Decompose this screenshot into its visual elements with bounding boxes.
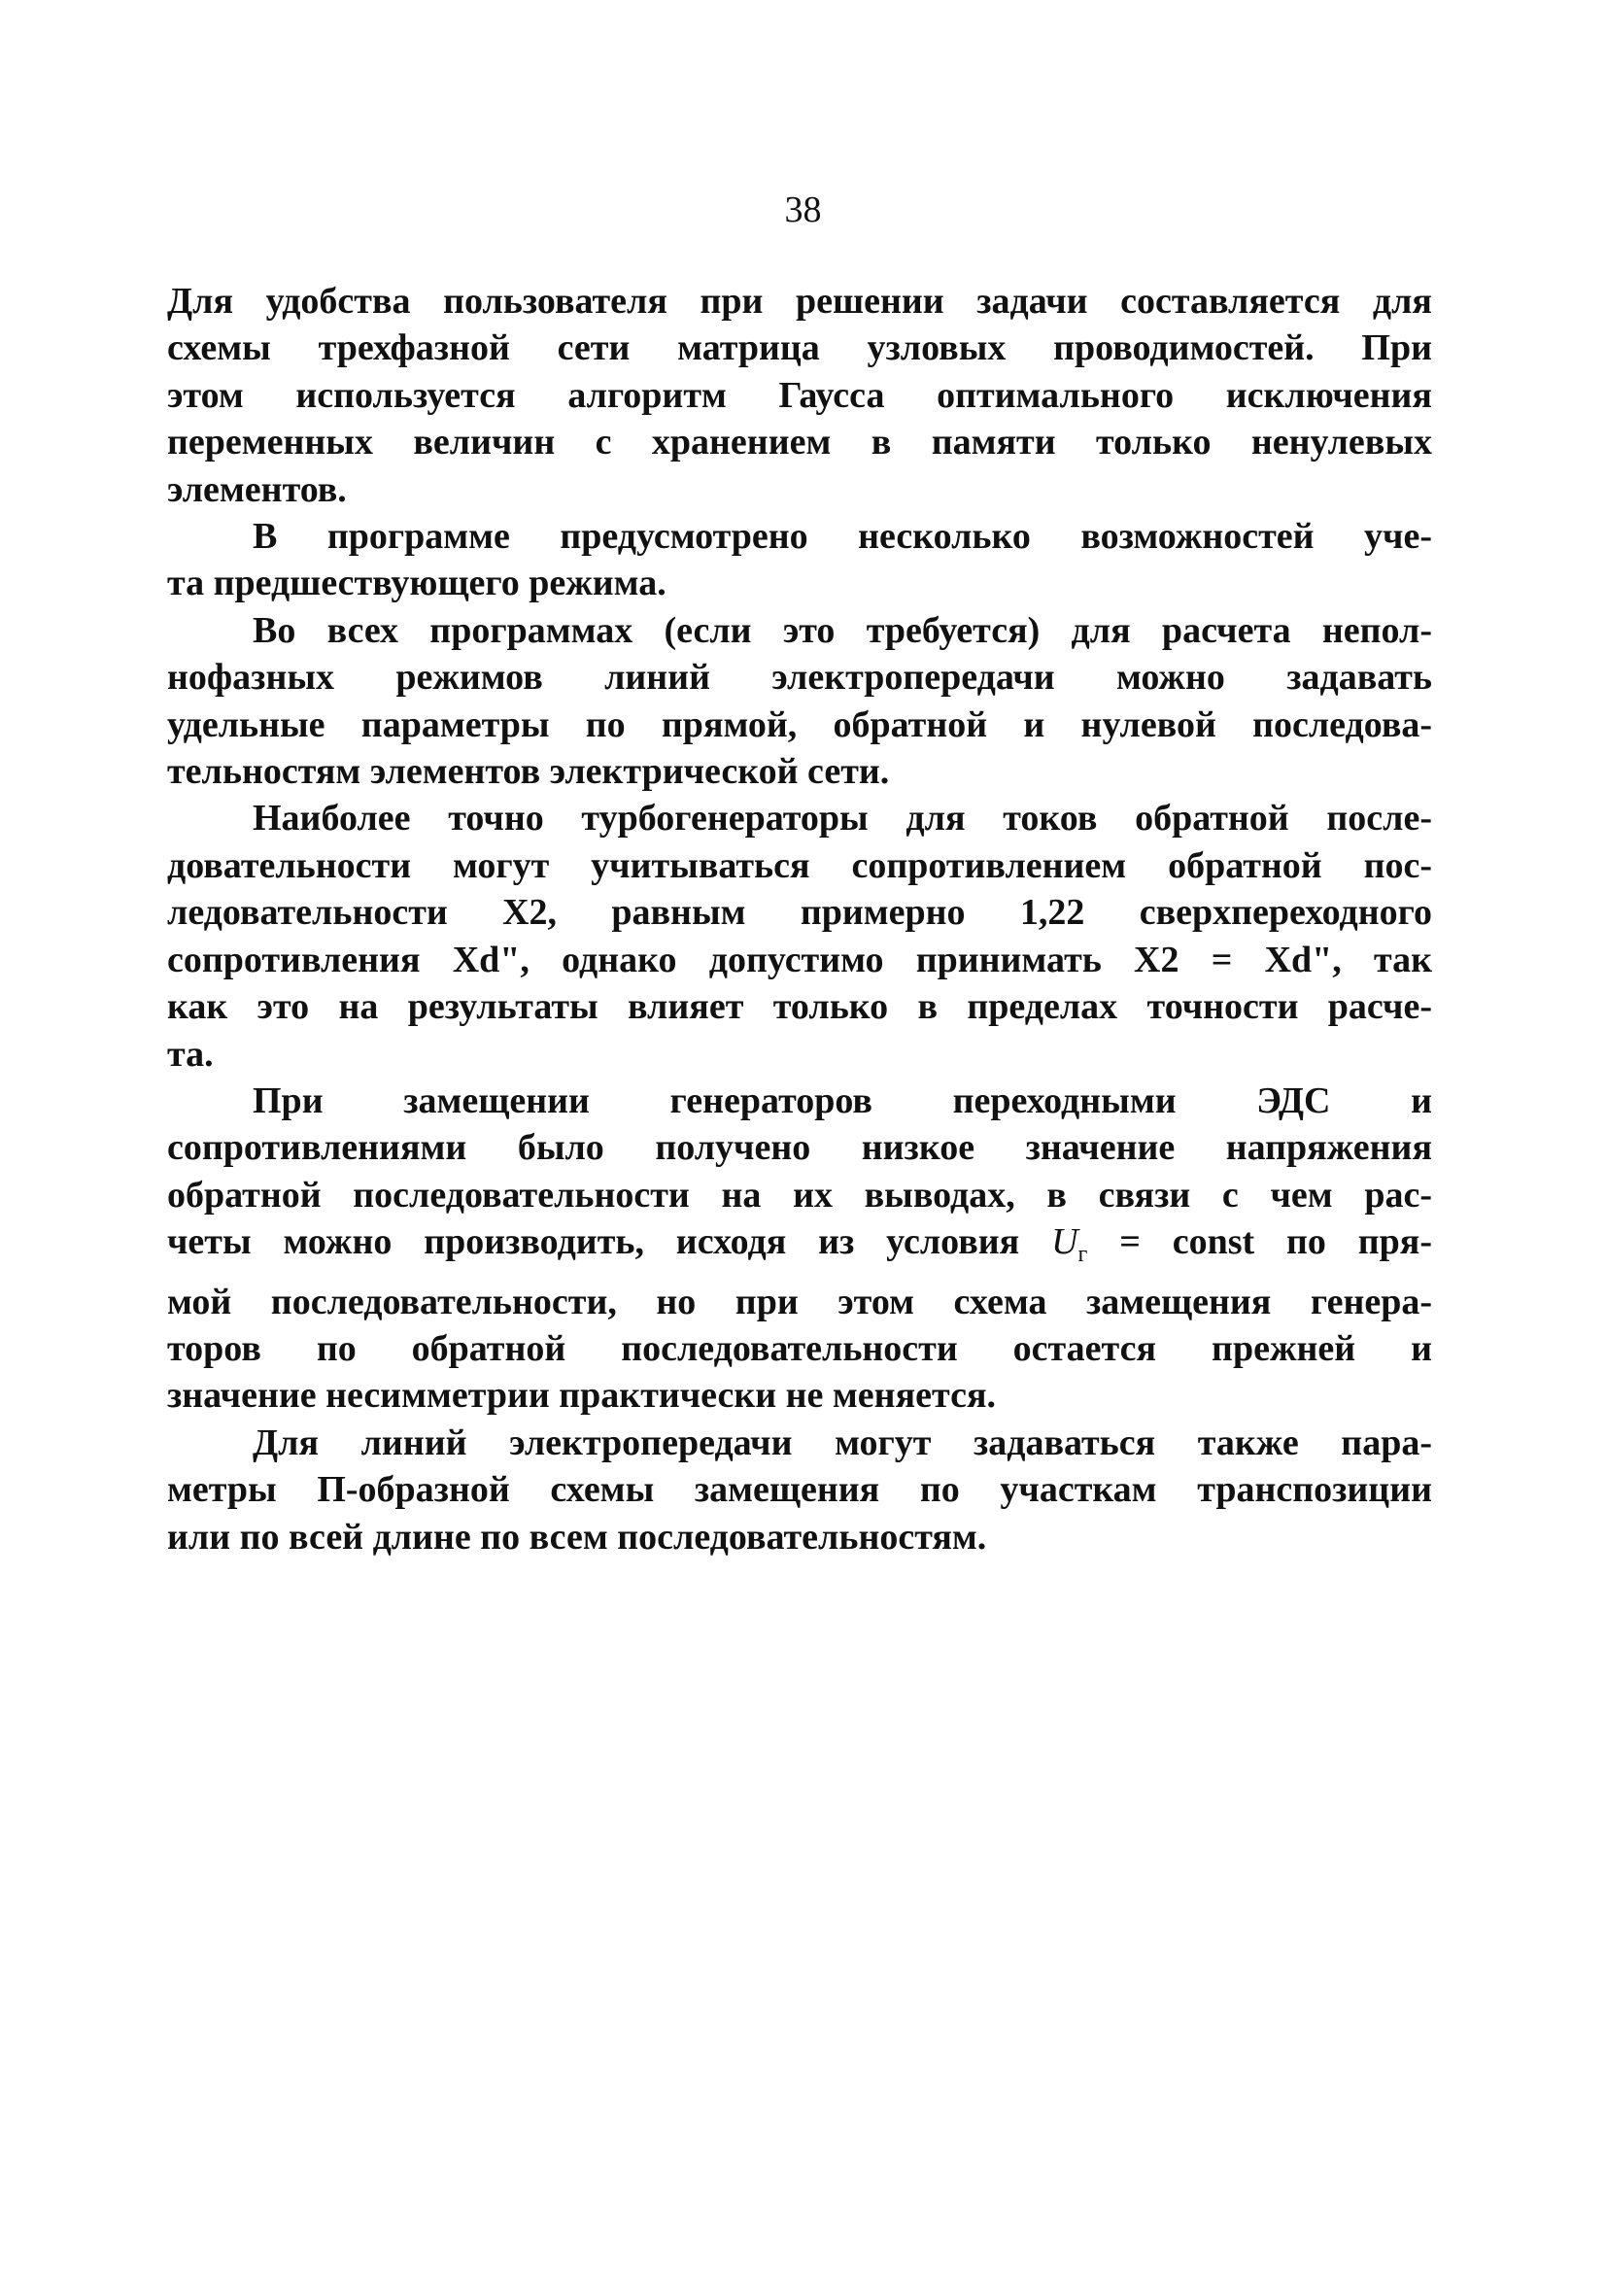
paragraph-4 [167,795,1432,1077]
text-line: как это на результаты влияет только в пределах точности расче- [167,986,1432,1028]
voltage-subscript: г [1077,1242,1088,1268]
paragraph-6 [167,1420,1432,1560]
text-line: довательности могут учитываться сопротивлением обратной пос- [167,844,1432,886]
text-line: Для удобства пользователя при решении задачи составляется для [167,281,1432,322]
text-line: удельные параметры по прямой, обратной и нулевой последова- [167,703,1432,745]
text-fragment: четы можно производить, исходя из условия [167,1221,1052,1263]
text-line: переменных величин с хранением в памяти только ненулевых [167,422,1432,463]
paragraph-2 [167,513,1432,607]
text-line: сопротивления Xd", однако допустимо принимать X2 = Xd", так [167,939,1432,980]
text-line: метры П-образной схемы замещения по участкам транспозиции [167,1469,1432,1511]
paragraph-5 [167,1078,1432,1420]
text-line: значение несимметрии практически не меняется. [167,1375,997,1417]
text-line: тельностям элементов электрической сети. [167,751,890,793]
text-line: этом используется алгоритм Гаусса оптимального исключения [167,374,1432,416]
text-line: торов по обратной последовательности остается прежней и [167,1327,1432,1369]
paragraph-3 [167,607,1432,796]
text-line: или по всей длине по всем последовательностям. [167,1516,987,1558]
text-line [167,1218,1432,1278]
text-line: мой последовательности, но при этом схема замещения генера- [167,1281,1432,1322]
text-line: Во всех программах (если это требуется) для расчета непол- [253,609,1432,651]
page-number: 38 [784,189,822,230]
text-fragment: = const по пря- [1087,1221,1433,1263]
voltage-variable: U [1051,1221,1078,1263]
text-line: сопротивлениями было получено низкое значение напряжения [167,1127,1432,1169]
body-text [167,278,1432,1560]
text-line: та. [167,1033,214,1075]
text-line: При замещении генераторов переходными ЭДС и [253,1079,1432,1121]
text-line: та предшествующего режима. [167,563,666,604]
text-line: В программе предусмотрено несколько возможностей уче- [253,516,1432,558]
text-line: схемы трехфазной сети матрица узловых проводимостей. При [167,327,1432,369]
text-line: Наиболее точно турбогенераторы для токов обратной после- [253,798,1432,840]
text-line: обратной последовательности на их выводах, в связи с чем рас- [167,1174,1432,1216]
text-line: Для линий электропередачи могут задаваться также пара- [253,1422,1432,1463]
paragraph-1 [167,278,1432,513]
text-line: ледовательности X2, равным примерно 1,22 сверхпереходного [167,892,1432,934]
text-line: нофазных режимов линий электропередачи можно задавать [167,657,1432,699]
text-line: элементов. [167,468,347,510]
